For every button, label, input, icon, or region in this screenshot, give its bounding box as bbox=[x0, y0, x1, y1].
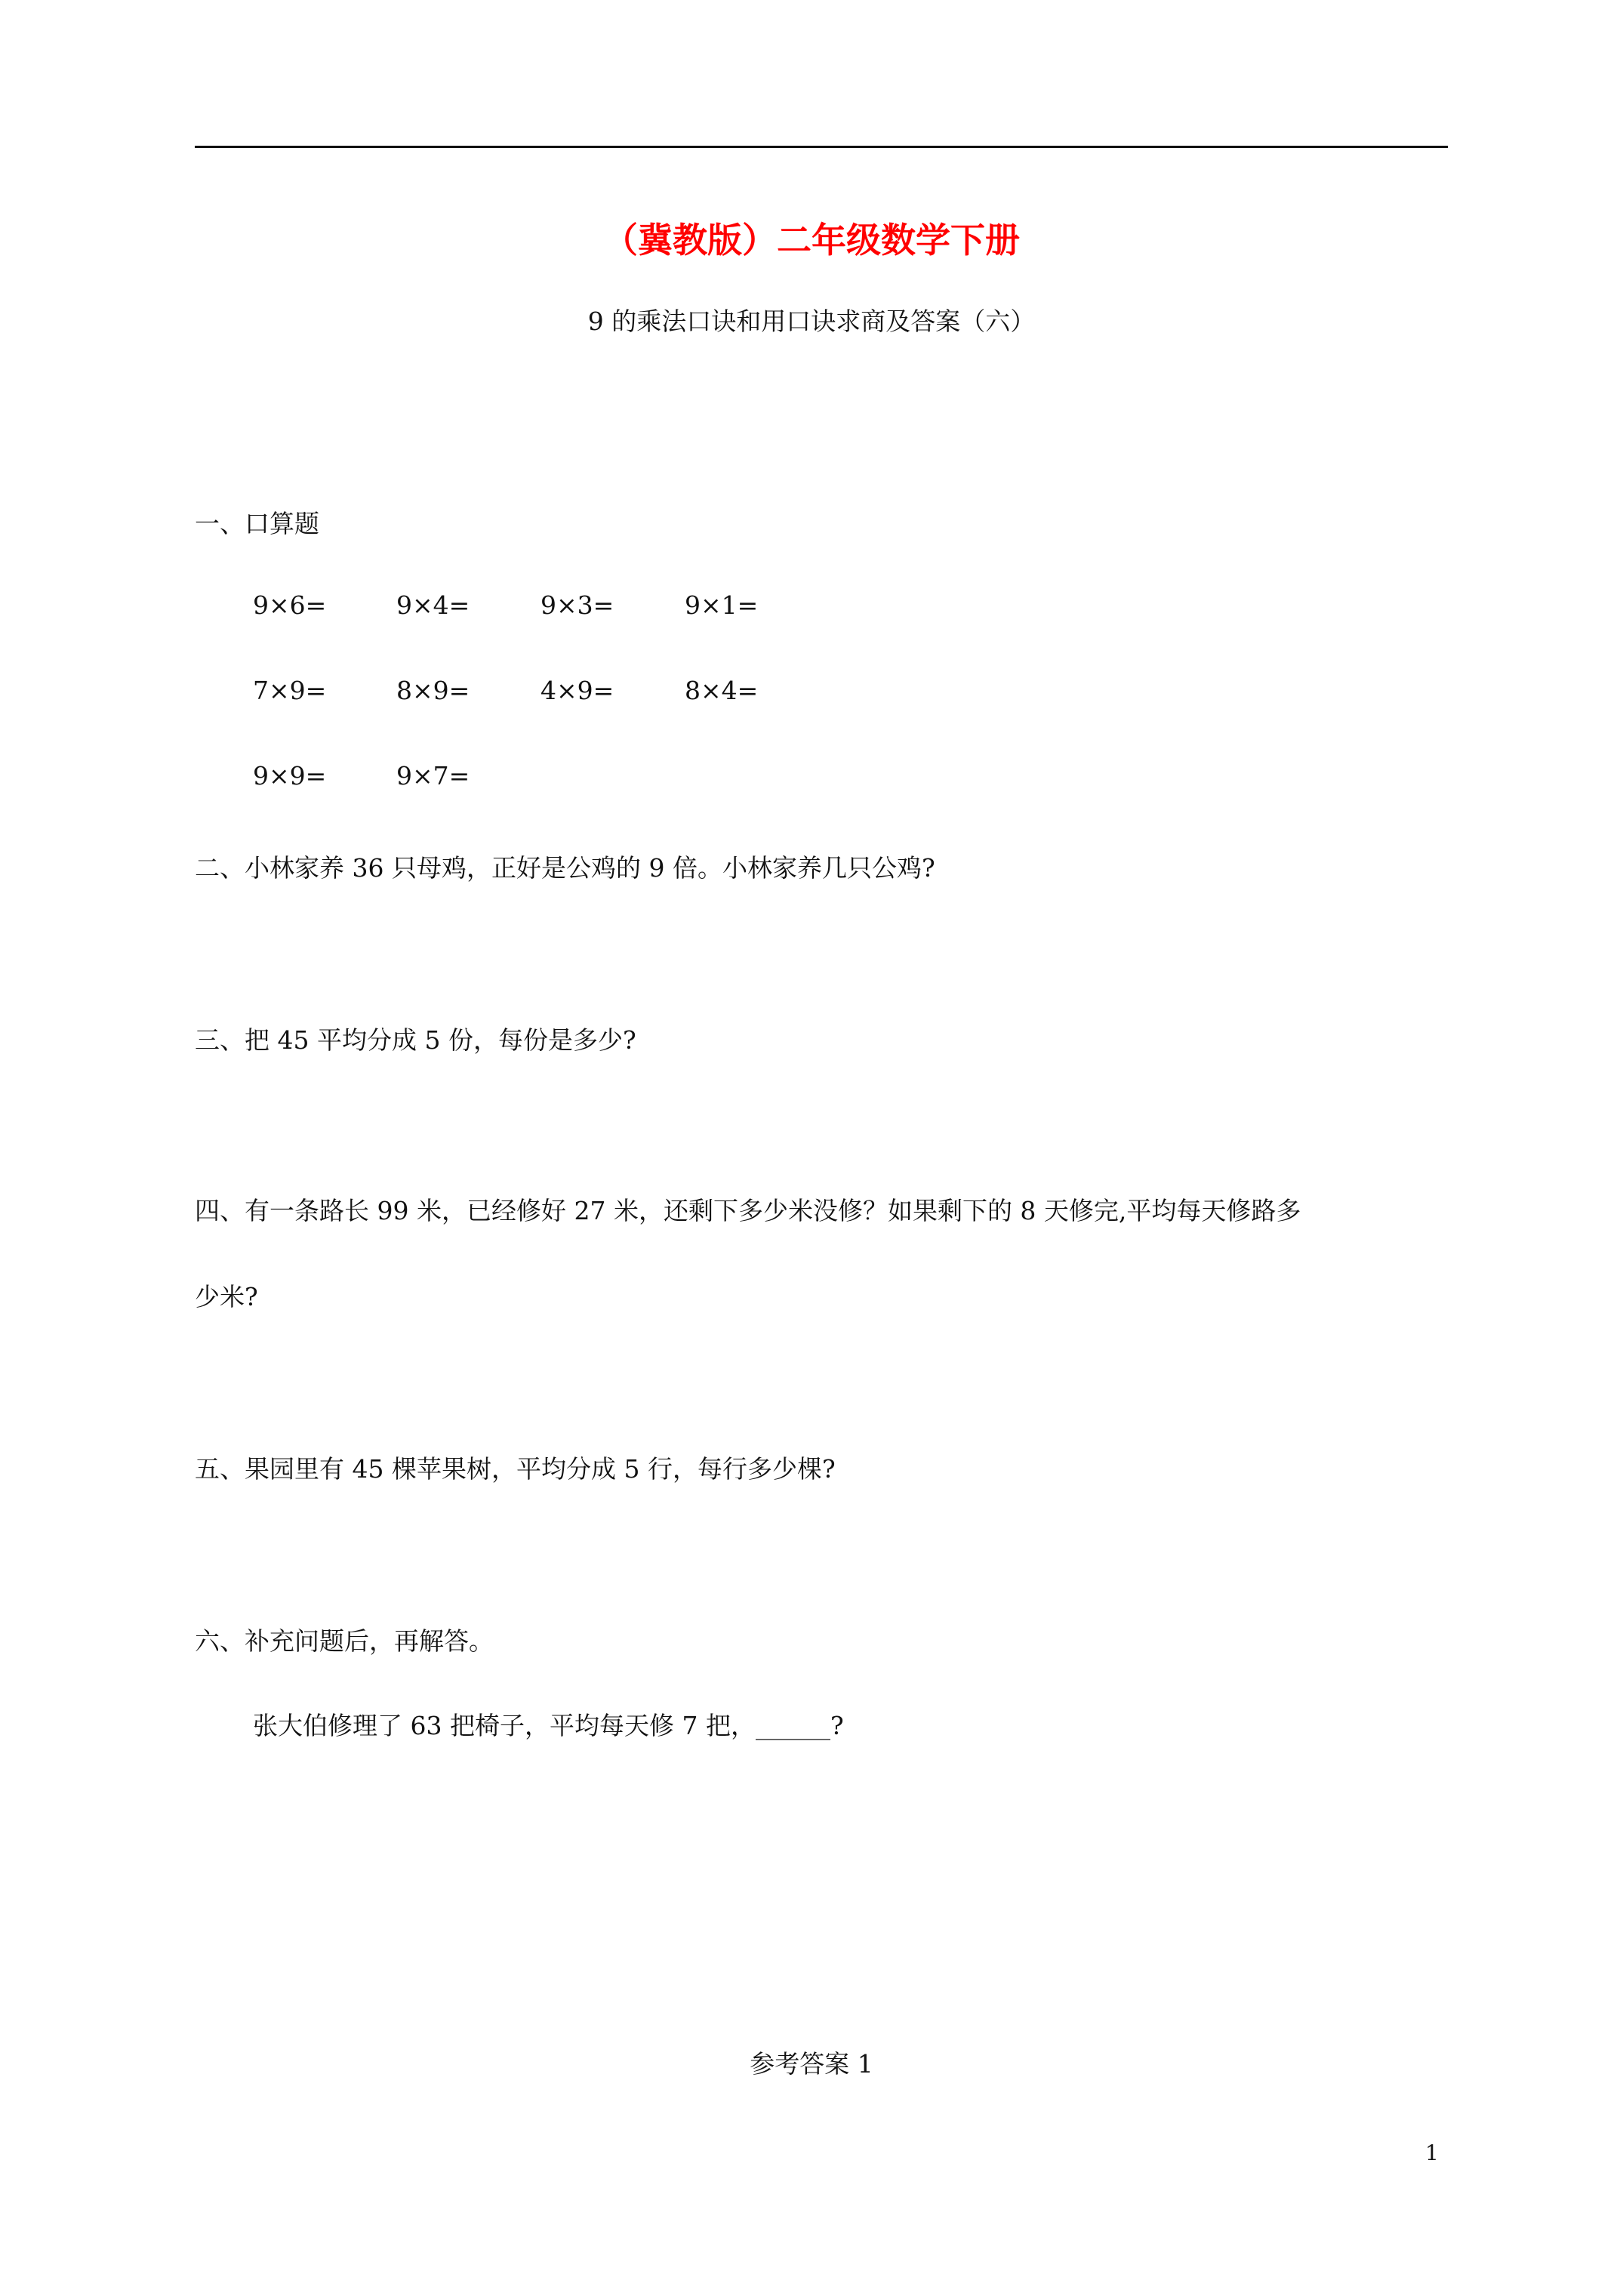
page-number: 1 bbox=[1425, 2140, 1439, 2165]
question-2: 二、小林家养 36 只母鸡，正好是公鸡的 9 倍。小林家养几只公鸡? bbox=[195, 853, 935, 883]
calc-item: 9×3= bbox=[540, 590, 614, 620]
header-rule bbox=[195, 146, 1448, 148]
question-5: 五、果园里有 45 棵苹果树，平均分成 5 行，每行多少棵? bbox=[195, 1454, 836, 1484]
calc-item: 8×4= bbox=[685, 676, 759, 705]
question-6: 张大伯修理了 63 把椅子，平均每天修 7 把，______? bbox=[253, 1711, 844, 1740]
calc-item: 7×9= bbox=[253, 676, 327, 705]
question-4-line-2: 少米? bbox=[195, 1282, 258, 1311]
section-6-heading: 六、补充问题后，再解答。 bbox=[195, 1626, 494, 1656]
answer-heading: 参考答案 1 bbox=[750, 2049, 873, 2079]
calc-item: 9×6= bbox=[253, 590, 327, 620]
calc-item: 4×9= bbox=[540, 676, 614, 705]
question-4-line-1: 四、有一条路长 99 米，已经修好 27 米，还剩下多少米没修？如果剩下的 8 天修完,平均每天修路多 bbox=[195, 1196, 1301, 1225]
question-3: 三、把 45 平均分成 5 份，每份是多少? bbox=[195, 1025, 636, 1055]
calc-item: 8×9= bbox=[396, 676, 470, 705]
calc-item: 9×1= bbox=[685, 590, 759, 620]
document-title: （冀教版）二年级数学下册 bbox=[603, 220, 1020, 260]
calc-item: 9×4= bbox=[396, 590, 470, 620]
calc-item: 9×9= bbox=[253, 761, 327, 791]
document-subtitle: 9 的乘法口诀和用口诀求商及答案（六） bbox=[587, 307, 1036, 336]
section-1-heading: 一、口算题 bbox=[195, 509, 319, 538]
calc-item: 9×7= bbox=[396, 761, 470, 791]
